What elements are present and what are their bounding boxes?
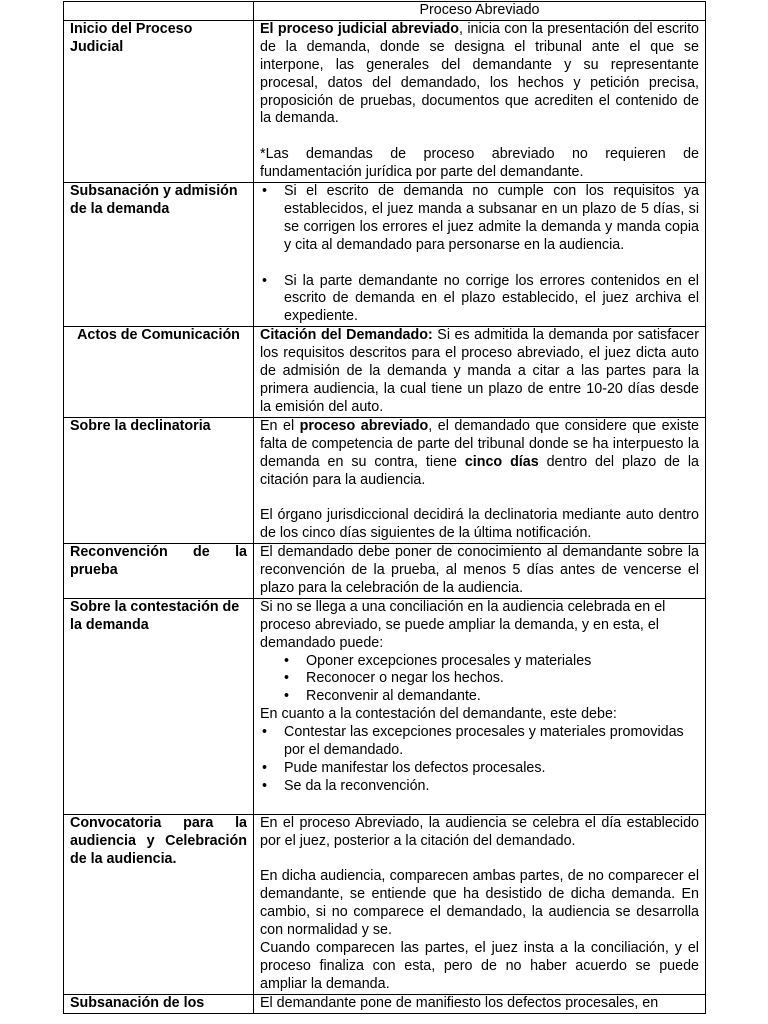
row-subsanacion-2 bbox=[64, 994, 706, 1013]
list-item: • Pude manifestar los defectos procesales. bbox=[260, 760, 699, 778]
label-actos: Actos de Comunicación bbox=[64, 327, 254, 418]
list-item: • Contestar las excepciones procesales y materiales promovidas por el demandado. bbox=[260, 724, 699, 760]
subsanacion-list-2 bbox=[260, 273, 699, 327]
label-reconvencion: Reconvención de la prueba bbox=[64, 544, 254, 599]
inicio-paragraph-2: *Las demandas de proceso abreviado no requieren de fundamentación jurídica por parte del demandante. bbox=[260, 146, 699, 181]
content-subsanacion bbox=[254, 183, 706, 327]
content-actos: Citación del Demandado: Si es admitida la demanda por satisfacer los requisitos descritos para el proceso abreviado, el juez dicta auto de admisión de la demanda y manda a citar a las partes para la primera audiencia, la cual tiene un plazo de entre 10-20 días desde la emisión del auto. bbox=[254, 327, 706, 418]
list-item: • Oponer excepciones procesales y materiales bbox=[260, 653, 699, 671]
label-declinatoria: Sobre la declinatoria bbox=[64, 417, 254, 543]
content-contestacion: Si no se llega a una conciliación en la audiencia celebrada en el proceso abreviado, se puede ampliar la demanda, y en esta, el demandado puede: • Oponer excepciones procesales y materiales • Reconocer o negar los hechos. • Reconvenir al demandante. En cuanto a la contestación del demandante, este debe: • Contestar las excepciones procesales y materiales promovidas por el demandado. • Pude manifestar los defectos procesales. • Se da la reconvención. bbox=[254, 598, 706, 814]
row-declinatoria bbox=[64, 417, 706, 543]
row-convocatoria bbox=[64, 814, 706, 994]
list-item: • Si la parte demandante no corrige los errores contenidos en el escrito de demanda en el plazo establecido, el juez archiva el expediente. bbox=[260, 273, 699, 327]
inicio-paragraph-1: El proceso judicial abreviado, inicia con la presentación del escrito de la demanda, donde se designa el tribunal ante el que se interpone, las generales del demandante y su representante procesal, datos del demandado, los hechos y petición precisa, proposición de pruebas, documentos que acrediten el contenido de la demanda. bbox=[260, 20, 700, 127]
row-reconvencion bbox=[64, 544, 706, 599]
row-inicio bbox=[64, 20, 706, 182]
content-convocatoria: En el proceso Abreviado, la audiencia se celebra el día establecido por el juez, posterior a la citación del demandado. En dicha audiencia, comparecen ambas partes, de no comparecer el demandante, se entiende que ha desistido de dicha demanda. En cambio, si no comparece el demandado, la audiencia se desarrolla con normalidad y se. Cuando comparecen las partes, el juez insta a la conciliación, y el proceso finaliza con esta, pero de no haber acuerdo se puede ampliar la demanda. bbox=[254, 814, 706, 994]
header-title: Proceso Abreviado bbox=[254, 2, 706, 21]
content-declinatoria: En el proceso abreviado, el demandado que considere que existe falta de competencia de parte del tribunal donde se ha interpuesto la demanda en su contra, tiene cinco días dentro del plazo de la citación para la audiencia. El órgano jurisdiccional decidirá la declinatoria mediante auto dentro de los cinco días siguientes de la última notificación. bbox=[254, 417, 706, 543]
list-item: • Se da la reconvención. bbox=[260, 778, 699, 796]
demandado-options-list bbox=[260, 653, 699, 707]
subsanacion-list bbox=[260, 183, 699, 255]
label-contestacion: Sobre la contestación de la demanda bbox=[64, 598, 254, 814]
content-inicio bbox=[254, 20, 706, 182]
label-inicio: Inicio del Proceso Judicial bbox=[64, 20, 254, 182]
header-blank-cell bbox=[64, 2, 254, 21]
label-subsanacion-2: Subsanación de los bbox=[64, 994, 254, 1013]
row-subsanacion bbox=[64, 183, 706, 327]
list-item: • Reconvenir al demandante. bbox=[260, 688, 699, 706]
list-item: • Reconocer o negar los hechos. bbox=[260, 670, 699, 688]
list-item: • Si el escrito de demanda no cumple con los requisitos ya establecidos, el juez manda a subsanar en un plazo de 5 días, si se corrigen los errores el juez admite la demanda y manda copia y cita al demandado para personarse en la audiencia. bbox=[260, 183, 699, 255]
row-contestacion bbox=[64, 598, 706, 814]
content-subsanacion-2: El demandante pone de manifiesto los defectos procesales, en bbox=[254, 994, 706, 1013]
demandante-duties-list bbox=[260, 724, 699, 796]
row-actos bbox=[64, 327, 706, 418]
header-row bbox=[64, 2, 706, 21]
label-subsanacion: Subsanación y admisión de la demanda bbox=[64, 183, 254, 327]
label-convocatoria: Convocatoria para la audiencia y Celebración de la audiencia. bbox=[64, 814, 254, 994]
content-reconvencion: El demandado debe poner de conocimiento al demandante sobre la reconvención de la prueba, al menos 5 días antes de vencerse el plazo para la celebración de la audiencia. bbox=[254, 544, 706, 599]
process-table bbox=[63, 1, 706, 1014]
